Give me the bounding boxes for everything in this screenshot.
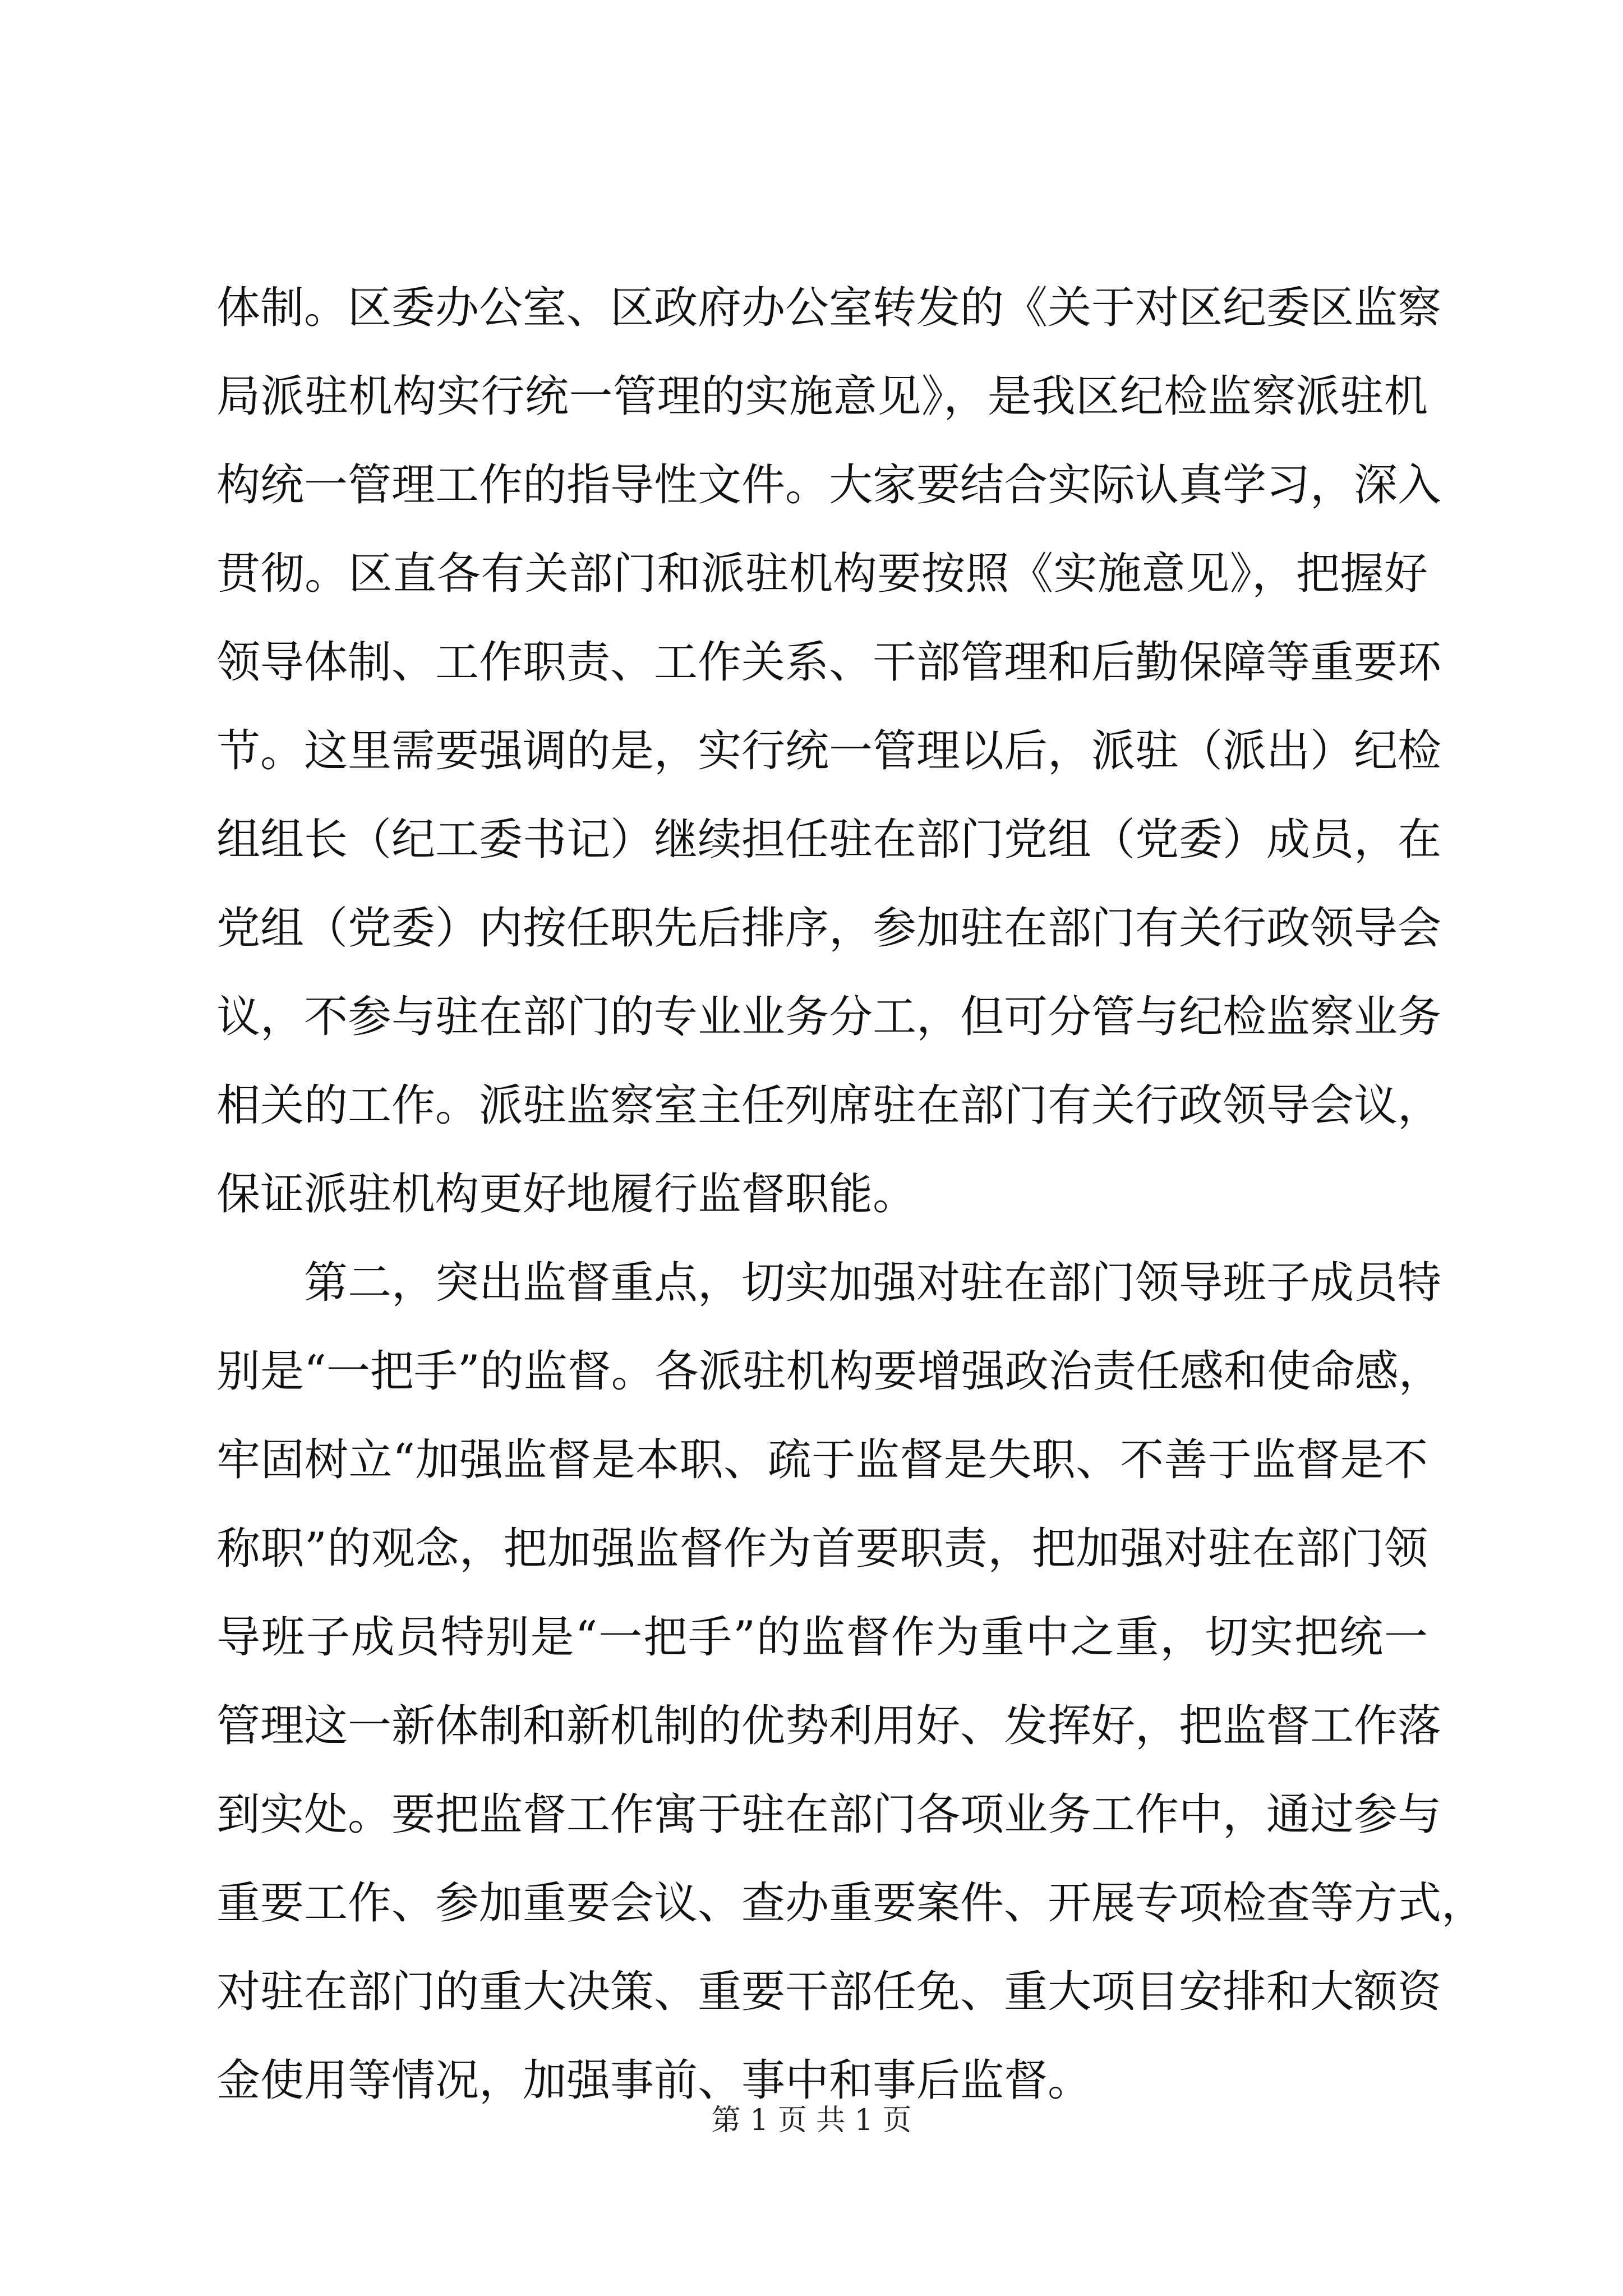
text-line: 组组长（纪工委书记）继续担任驻在部门党组（党委）成员，在 xyxy=(216,815,1442,865)
paragraph-first-line: 第二，突出监督重点，切实加强对驻在部门领导班子成员特 xyxy=(304,1258,1442,1308)
text-line: 局派驻机构实行统一管理的实施意见》，是我区纪检监察派驻机 xyxy=(216,371,1428,422)
text-line: 构统一管理工作的指导性文件。大家要结合实际认真学习，深入 xyxy=(216,460,1442,510)
text-line: 体制。区委办公室、区政府办公室转发的《关于对区纪委区监察 xyxy=(216,283,1442,333)
text-line: 相关的工作。派驻监察室主任列席驻在部门有关行政领导会议， xyxy=(216,1080,1442,1131)
text-line: 重要工作、参加重要会议、查办重要案件、开展专项检查等方式， xyxy=(216,1878,1486,1929)
document-body xyxy=(216,264,1486,2125)
text-line: 领导体制、工作职责、工作关系、干部管理和后勤保障等重要环 xyxy=(216,637,1442,688)
text-line: 到实处。要把监督工作寓于驻在部门各项业务工作中，通过参与 xyxy=(216,1789,1442,1840)
text-line: 导班子成员特别是“一把手”的监督作为重中之重，切实把统一 xyxy=(216,1612,1428,1663)
text-line: 称职”的观念，把加强监督作为首要职责，把加强对驻在部门领 xyxy=(216,1524,1428,1574)
page-footer xyxy=(0,2101,1623,2140)
text-line: 别是“一把手”的监督。各派驻机构要增强政治责任感和使命感， xyxy=(216,1346,1442,1397)
text-line: 牢固树立“加强监督是本职、疏于监督是失职、不善于监督是不 xyxy=(216,1435,1428,1485)
text-line: 议，不参与驻在部门的专业业务分工，但可分管与纪检监察业务 xyxy=(216,992,1442,1042)
text-line: 保证派驻机构更好地履行监督职能。 xyxy=(216,1169,917,1220)
text-line: 管理这一新体制和新机制的优势利用好、发挥好，把监督工作落 xyxy=(216,1701,1442,1751)
page-number-label: 第 1 页 共 1 页 xyxy=(711,2104,912,2137)
text-line: 对驻在部门的重大决策、重要干部任免、重大项目安排和大额资 xyxy=(216,1967,1442,2017)
text-line: 节。这里需要强调的是，实行统一管理以后，派驻（派出）纪检 xyxy=(216,726,1442,776)
text-line: 贯彻。区直各有关部门和派驻机构要按照《实施意见》，把握好 xyxy=(216,549,1428,599)
text-line: 党组（党委）内按任职先后排序，参加驻在部门有关行政领导会 xyxy=(216,903,1442,954)
text-line: 金使用等情况，加强事前、事中和事后监督。 xyxy=(216,2055,1092,2106)
